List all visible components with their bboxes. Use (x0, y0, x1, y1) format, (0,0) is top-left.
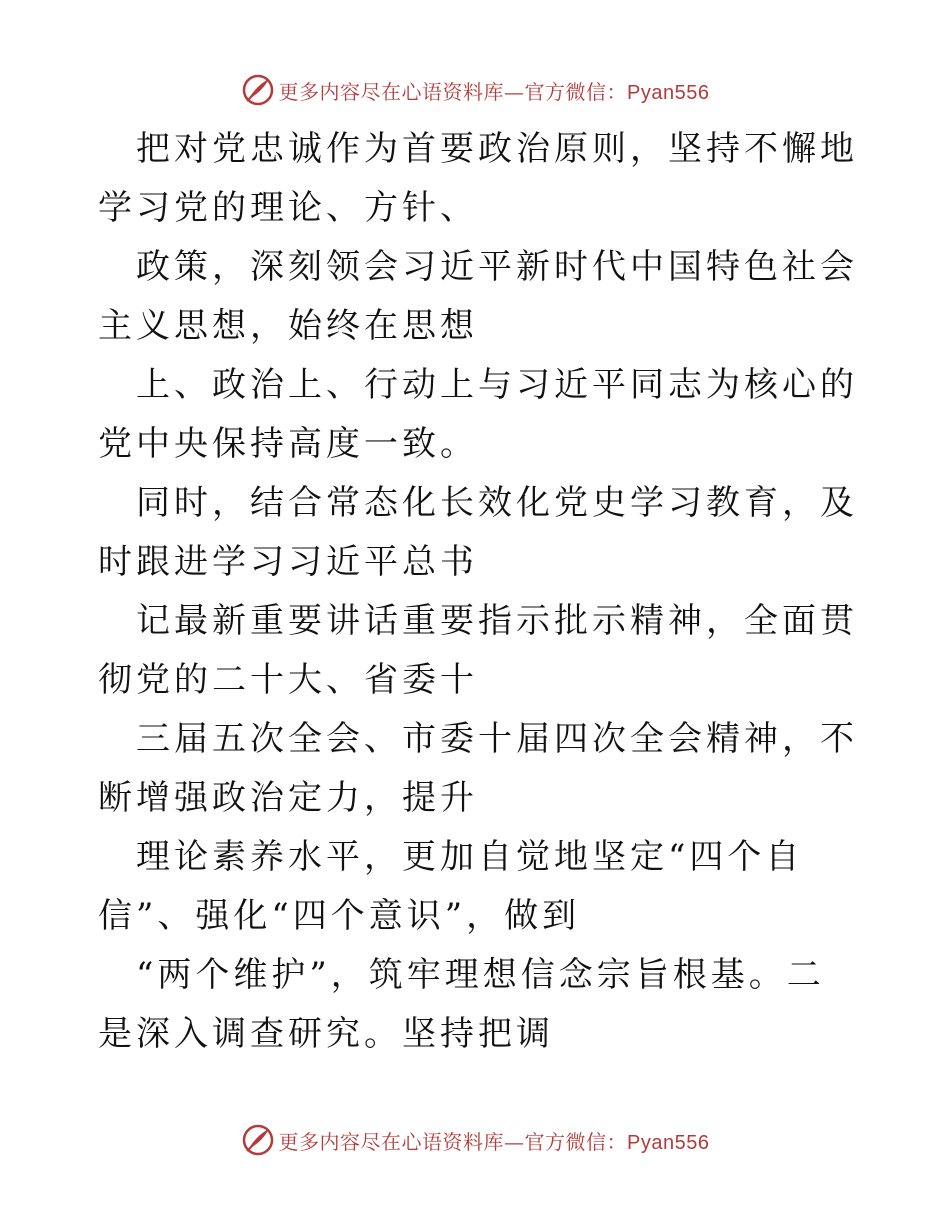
paragraph: “两个维护”，筑牢理想信念宗旨根基。二是深入调查研究。坚持把调 (98, 955, 825, 1054)
feather-pen-logo-icon (241, 1123, 275, 1157)
feather-pen-logo-icon (241, 73, 275, 107)
document-body (98, 120, 858, 1064)
header-watermark (0, 70, 950, 110)
paragraph: 记最新重要讲话重要指示批示精神，全面贯彻党的二十大、省委十 (98, 601, 858, 700)
wechat-id: Pyan556 (627, 81, 710, 104)
paragraph: 理论素养水平，更加自觉地坚定“四个自信”、强化“四个意识”，做到 (98, 837, 804, 936)
watermark-banner (241, 73, 710, 107)
watermark-banner (241, 1123, 710, 1157)
wechat-id: Pyan556 (627, 1131, 710, 1154)
paragraph: 同时，结合常态化长效化党史学习教育，及时跟进学习习近平总书 (98, 483, 858, 582)
paragraph: 上、政治上、行动上与习近平同志为核心的党中央保持高度一致。 (98, 365, 858, 464)
paragraph: 三届五次全会、市委十届四次全会精神，不断增强政治定力，提升 (98, 719, 858, 818)
watermark-text: 更多内容尽在心语资料库—官方微信：Pyan556 (278, 1129, 710, 1154)
footer-watermark (0, 1120, 950, 1160)
paragraph: 把对党忠诚作为首要政治原则，坚持不懈地学习党的理论、方针、 (98, 129, 858, 228)
paragraph: 政策，深刻领会习近平新时代中国特色社会主义思想，始终在思想 (98, 247, 858, 346)
watermark-text: 更多内容尽在心语资料库—官方微信：Pyan556 (278, 79, 710, 104)
